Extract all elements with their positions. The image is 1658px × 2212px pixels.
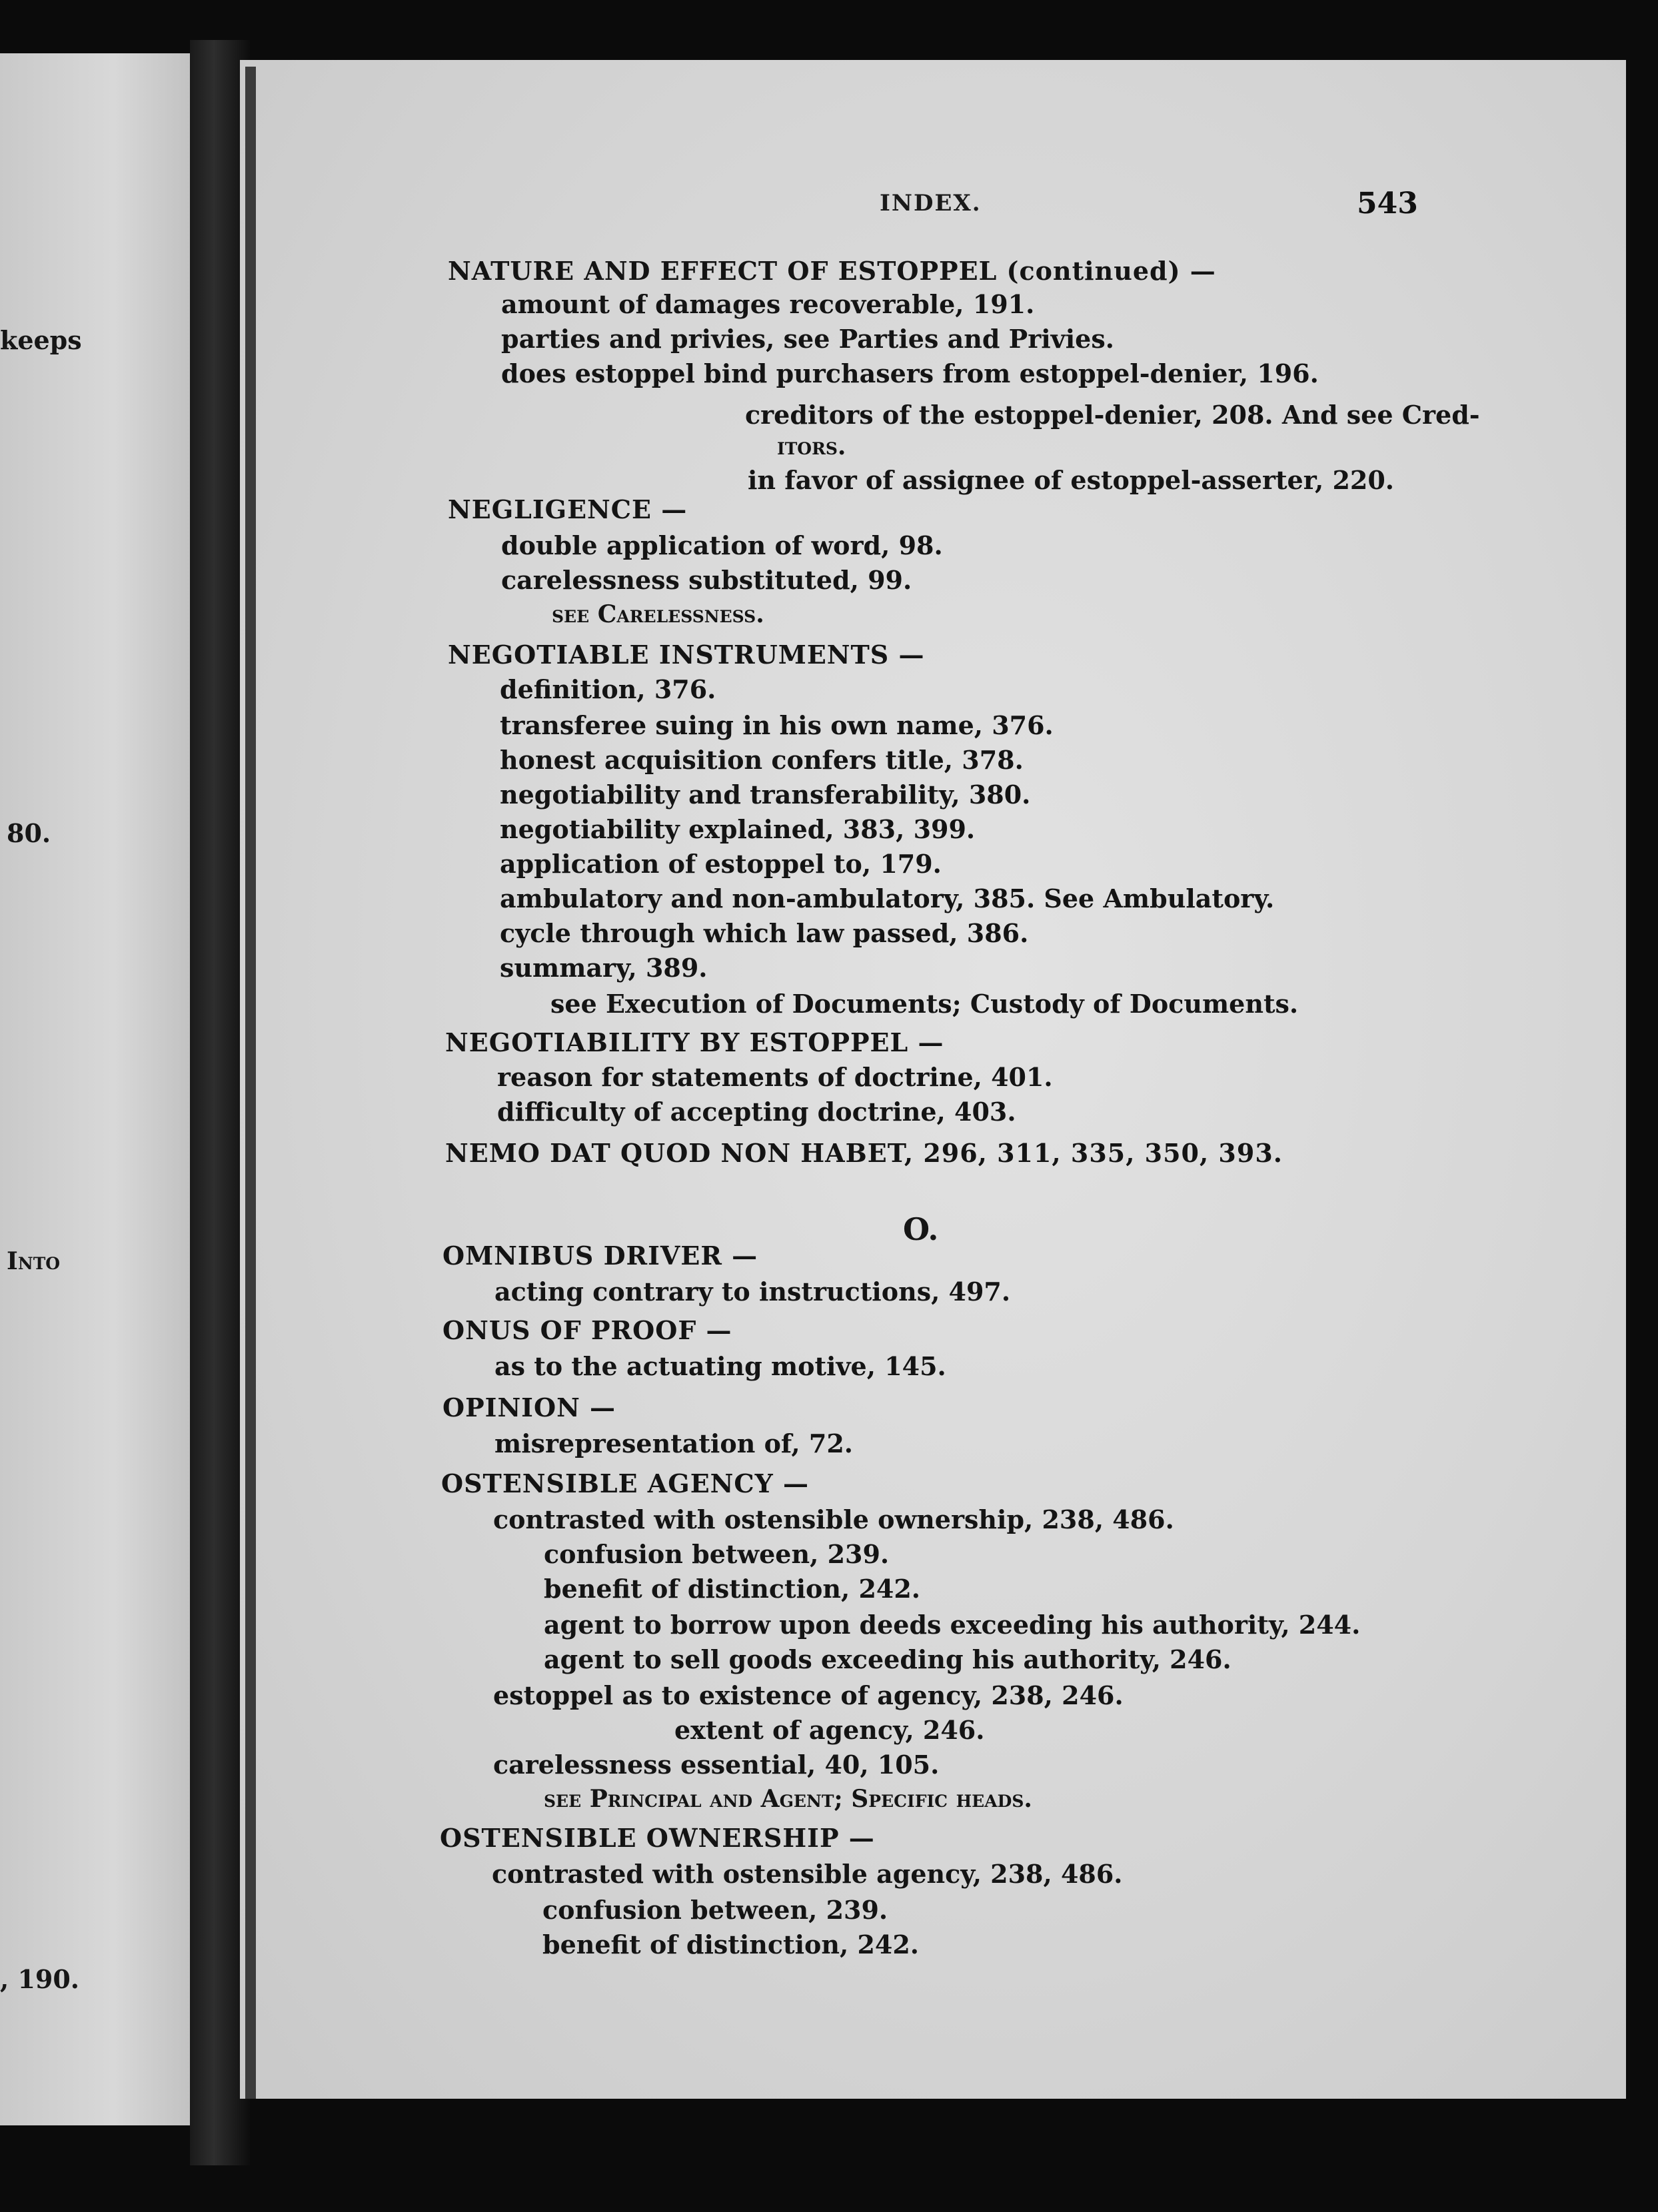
index-subentry: amount of damages recoverable, 191. — [501, 289, 1035, 319]
index-subentry: agent to borrow upon deeds exceeding his authority, 244. — [544, 1610, 1361, 1640]
index-heading: OMNIBUS DRIVER — — [442, 1241, 758, 1271]
index-crossref: see Principal and Agent; Specific heads. — [544, 1785, 1032, 1813]
index-subentry: confusion between, 239. — [544, 1539, 890, 1569]
index-subentry: estoppel as to existence of agency, 238, 246. — [493, 1680, 1124, 1710]
index-subentry: agent to sell goods exceeding his authority, 246. — [544, 1644, 1232, 1674]
index-subentry: as to the actuating motive, 145. — [494, 1351, 946, 1381]
index-subentry: definition, 376. — [500, 674, 716, 704]
index-heading: ONUS OF PROOF — — [442, 1315, 732, 1345]
page-number: 543 — [1357, 187, 1418, 221]
index-subentry: transferee suing in his own name, 376. — [500, 710, 1054, 740]
index-subentry: negotiability explained, 383, 399. — [500, 814, 976, 844]
left-fragment-1: keeps — [0, 325, 82, 355]
index-subentry: honest acquisition confers title, 378. — [500, 745, 1024, 775]
index-crossref: see Carelessness. — [552, 600, 764, 628]
left-fragment-2: 80. — [7, 818, 51, 848]
index-subentry: misrepresentation of, 72. — [494, 1428, 853, 1458]
index-subentry: cycle through which law passed, 386. — [500, 918, 1029, 948]
index-subentry: summary, 389. — [500, 953, 708, 983]
index-subentry: negotiability and transferability, 380. — [500, 780, 1031, 810]
index-heading: OPINION — — [442, 1392, 616, 1422]
index-subentry: in favor of assignee of estoppel-asserter, 220. — [748, 465, 1395, 495]
index-subentry: carelessness substituted, 99. — [501, 565, 912, 595]
index-subentry: confusion between, 239. — [542, 1895, 888, 1925]
index-heading: OSTENSIBLE AGENCY — — [441, 1468, 810, 1498]
index-subentry: difficulty of accepting doctrine, 403. — [497, 1097, 1016, 1127]
index-subentry: contrasted with ostensible ownership, 238, 486. — [493, 1504, 1174, 1534]
left-fragment-4: , 190. — [0, 1964, 80, 1994]
facing-page-fragment — [0, 53, 190, 2125]
index-subentry: extent of agency, 246. — [674, 1715, 985, 1745]
index-subentry: does estoppel bind purchasers from estoppel-denier, 196. — [501, 358, 1319, 388]
index-subentry: acting contrary to instructions, 497. — [494, 1277, 1011, 1307]
index-subentry: contrasted with ostensible agency, 238, 486. — [492, 1859, 1123, 1889]
page-edge-shadow — [245, 67, 256, 2099]
index-subentry: reason for statements of doctrine, 401. — [497, 1062, 1053, 1092]
section-letter: O. — [903, 1211, 939, 1247]
index-subentry: benefit of distinction, 242. — [542, 1930, 920, 1959]
index-crossref: see Execution of Documents; Custody of Documents. — [550, 989, 1299, 1019]
index-subentry: itors. — [777, 432, 846, 460]
index-subentry: ambulatory and non-ambulatory, 385. See Ambulatory. — [500, 883, 1275, 913]
index-subentry: parties and privies, see Parties and Privies. — [501, 324, 1114, 354]
running-header: INDEX. — [880, 190, 982, 217]
index-subentry: application of estoppel to, 179. — [500, 849, 942, 879]
index-heading: NEGOTIABLE INSTRUMENTS — — [448, 640, 925, 670]
index-heading: NATURE AND EFFECT OF ESTOPPEL (continued) — — [448, 256, 1216, 286]
index-subentry: creditors of the estoppel-denier, 208. And see Cred- — [745, 400, 1480, 430]
index-heading: OSTENSIBLE OWNERSHIP — — [440, 1823, 875, 1853]
index-heading: NEGOTIABILITY BY ESTOPPEL — — [445, 1027, 944, 1057]
left-fragment-3: Into — [7, 1247, 61, 1275]
index-heading: NEGLIGENCE — — [448, 494, 688, 524]
index-heading: NEMO DAT QUOD NON HABET, 296, 311, 335, 350, 393. — [445, 1138, 1283, 1168]
index-subentry: benefit of distinction, 242. — [544, 1574, 921, 1604]
index-subentry: double application of word, 98. — [501, 530, 943, 560]
index-subentry: carelessness essential, 40, 105. — [493, 1750, 940, 1780]
